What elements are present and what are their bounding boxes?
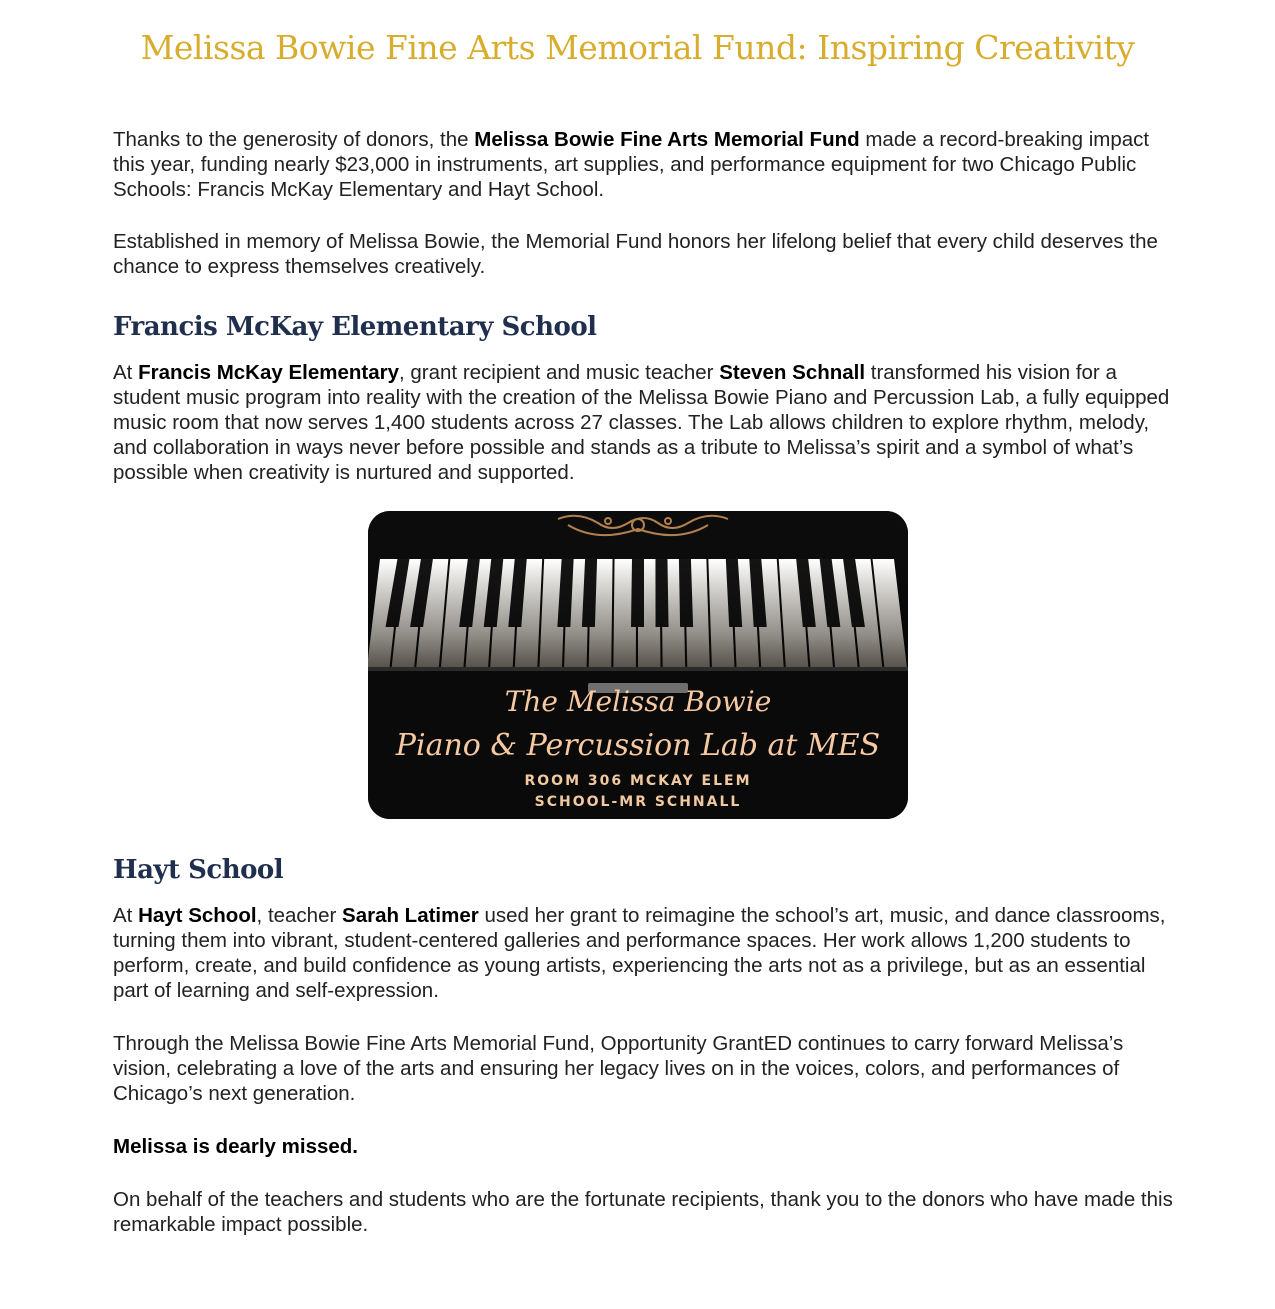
memorial-paragraph: Established in memory of Melissa Bowie, the Memorial Fund honors her lifelong belief that every child deserves the chance to express themselves creatively. <box>113 230 1158 278</box>
hayt-heading: Hayt School <box>113 855 284 885</box>
hayt-rest: used her grant to reimagine the school’s art, music, and dance classrooms, turning them into vibrant, student-centered galleries and performance spaces. Her work allows 1,200 students to perform, create, and build confidence as young artists, experiencing the arts not as a privilege, but as an essential part of learning and self-expression. <box>113 904 1166 1002</box>
caption-line-1: ROOM 306 MCKAY ELEM <box>524 773 752 789</box>
hayt-teacher-bold: Sarah Latimer <box>342 904 479 927</box>
closing-paragraph: Through the Melissa Bowie Fine Arts Memorial Fund, Opportunity GrantED continues to carry forward Melissa’s vision, celebrating a love of the arts and ensuring her legacy lives on in the voices, colors, and performances of Chicago’s next generation. <box>113 1032 1124 1105</box>
mckay-teacher-bold: Steven Schnall <box>719 361 866 384</box>
mckay-at: At <box>113 361 139 384</box>
intro-text-start: Thanks to the generosity of donors, the <box>113 128 475 151</box>
script-line-1: The Melissa Bowie <box>504 685 772 718</box>
hayt-paragraph <box>113 903 1173 1003</box>
mckay-heading: Francis McKay Elementary School <box>113 312 597 342</box>
mckay-paragraph <box>113 360 1173 485</box>
page-title: Melissa Bowie Fine Arts Memorial Fund: Inspiring Creativity <box>140 28 1135 67</box>
mckay-rest: transformed his vision for a student music program into reality with the creation of the Melissa Bowie Piano and Percussion Lab, a fully equipped music room that now serves 1,400 students across 27 classes. The Lab allows children to explore rhythm, melody, and collaboration in ways never before possible and stands as a tribute to Melissa’s spirit and a symbol of what’s possible when creativity is nurtured and supported. <box>113 361 1170 484</box>
intro-text-end: made a record-breaking impact this year, funding nearly $23,000 in instruments, art supplies, and performance equipment for two Chicago Public Schools: Francis McKay Elementary and Hayt School. <box>113 128 1150 201</box>
thanks-paragraph: On behalf of the teachers and students who are the fortunate recipients, thank you to the donors who have made this remarkable impact possible. <box>113 1188 1173 1236</box>
mckay-mid: , grant recipient and music teacher <box>399 361 720 384</box>
piano-illustration <box>368 511 908 819</box>
hayt-school-bold: Hayt School <box>138 904 257 927</box>
fund-name-bold: Melissa Bowie Fine Arts Memorial Fund <box>474 128 860 151</box>
piano-lab-image <box>368 511 908 819</box>
intro-paragraph <box>113 127 1173 202</box>
mckay-school-bold: Francis McKay Elementary <box>138 361 400 384</box>
script-line-2: Piano & Percussion Lab at MES <box>395 728 881 763</box>
missed-line: Melissa is dearly missed. <box>113 1135 358 1158</box>
hayt-at: At <box>113 904 139 927</box>
hayt-mid: , teacher <box>256 904 343 927</box>
article-content <box>113 127 1173 1237</box>
caption-line-2: SCHOOL-MR SCHNALL <box>534 794 742 810</box>
